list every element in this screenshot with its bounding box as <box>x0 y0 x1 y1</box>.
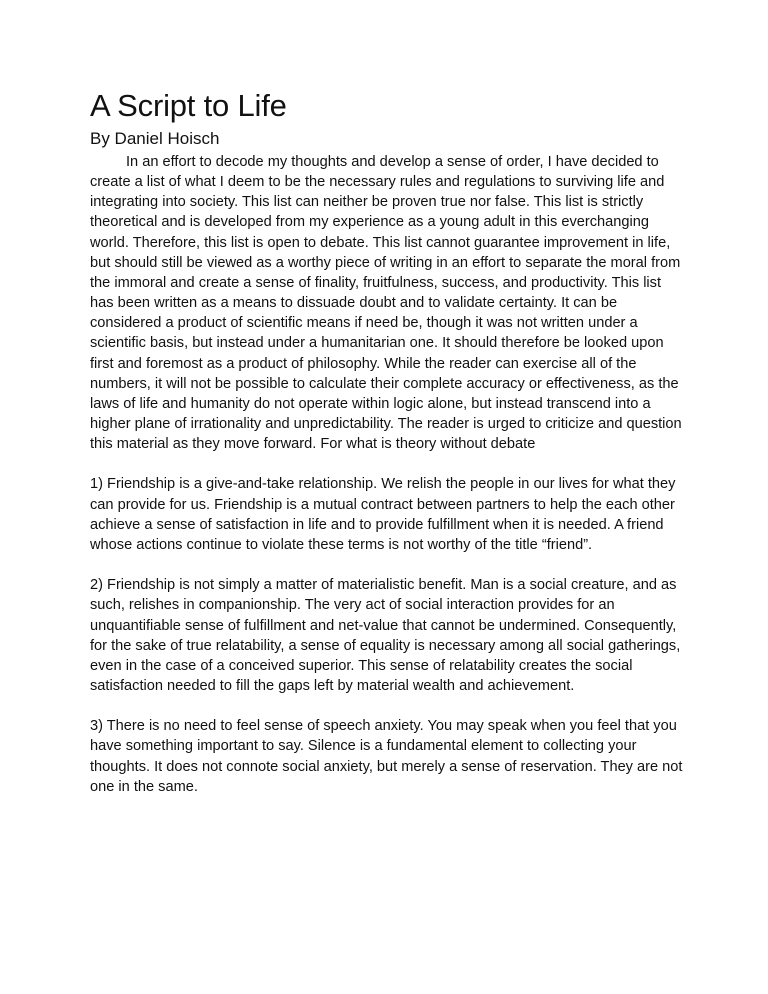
intro-paragraph: In an effort to decode my thoughts and develop a sense of order, I have decided to create a list of what I deem to be the necessary rules and regulations to surviving life and integrating into society. This list can neither be proven true nor false. This list is strictly theoretical and is developed from my experience as a young adult in this everchanging world. Therefore, this list is open to debate. This list cannot guarantee improvement in life, but should still be viewed as a worthy piece of writing in an effort to separate the moral from the immoral and create a sense of finality, fruitfulness, success, and productivity. This list has been written as a means to dissuade doubt and to validate certainty. It can be considered a product of scientific means if need be, though it was not written under a scientific basis, but instead under a humanitarian one. It should therefore be looked upon first and foremost as a product of philosophy. While the reader can exercise all of the numbers, it will not be possible to calculate their complete accuracy or effectiveness, as the laws of life and humanity do not operate within logic alone, but instead transcend into a higher plane of irrationality and unpredictability. The reader is urged to criticize and question this material as they move forward. For what is theory without debate <box>90 154 682 453</box>
document-page <box>90 86 685 797</box>
rule-paragraph-2: 2) Friendship is not simply a matter of materialistic benefit. Man is a social creature, and as such, relishes in companionship. The very act of social interaction provides for an unquantifiable sense of fulfillment and net-value that cannot be undermined. Consequently, for the sake of true relatability, a sense of equality is necessary among all social gatherings, even in the case of a conceived superior. This sense of relatability creates the social satisfaction needed to fill the gaps left by material wealth and achievement. <box>90 577 681 695</box>
paragraph-spacer <box>90 555 685 575</box>
author-line: By Daniel Hoisch <box>90 129 220 148</box>
rule-paragraph-3: 3) There is no need to feel sense of speech anxiety. You may speak when you feel that you have something important to say. Silence is a fundamental element to collecting your thoughts. It does not connote social anxiety, but merely a sense of reservation. They are not one in the same. <box>90 718 683 795</box>
paragraph-spacer <box>90 454 685 474</box>
document-title: A Script to Life <box>90 88 287 123</box>
rule-paragraph-1: 1) Friendship is a give-and-take relationship. We relish the people in our lives for what they can provide for us. Friendship is a mutual contract between partners to help the each other achieve a sense of satisfaction in life and to provide fulfillment when it is needed. A friend whose actions continue to violate these terms is not worthy of the title “friend”. <box>90 476 676 553</box>
paragraph-spacer <box>90 696 685 716</box>
